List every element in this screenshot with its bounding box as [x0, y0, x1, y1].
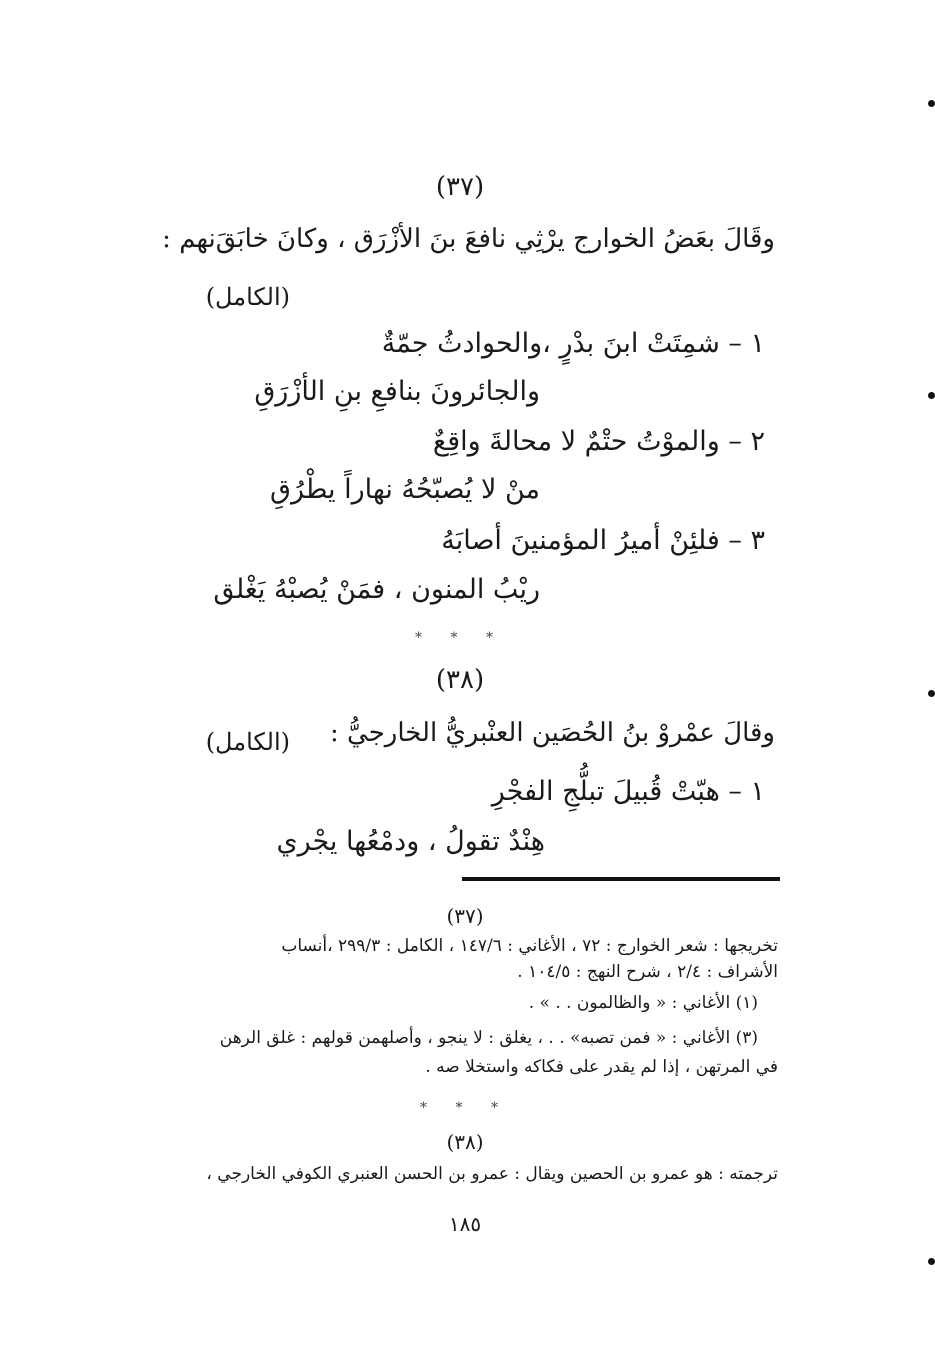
verse-2-first: ٢ – والموْتُ حتْمٌ لا محالةَ واقِعٌ: [432, 426, 765, 457]
footnote-37-number: (٣٧): [446, 904, 484, 928]
edge-mark: [928, 1258, 935, 1265]
poem-37-number: (٣٧): [435, 172, 485, 202]
section-separator: * * *: [415, 630, 505, 646]
footnote-divider: [462, 877, 780, 881]
verse-38-1-first: ١ – هبّتْ قُبيلَ تبلُّجِ الفجْرِ: [491, 776, 765, 807]
footnote-37-note3-cont: في المرتهن ، إذا لم يقدر على فكاكه واستخلا صه .: [425, 1057, 778, 1077]
verse-3-second: ريْبُ المنون ، فمَنْ يُصبْهُ يَغْلق: [213, 574, 540, 605]
verse-3-first: ٣ – فلئِنْ أميرُ المؤمنينَ أصابَهُ: [441, 525, 765, 556]
page-number: ١٨٥: [448, 1212, 482, 1236]
verse-2-second: منْ لا يُصبّحُهُ نهاراً يطْرُقِ: [270, 474, 540, 505]
poem-37-intro: وقَالَ بعَضُ الخوارج يرْثِي نافعَ بنَ الأزْرَق ، وكانَ خابَقَ‌نهم :: [162, 224, 775, 254]
edge-mark: [928, 392, 935, 399]
poem-38-number: (٣٨): [435, 665, 485, 695]
footnote-38-line1: ترجمته : هو عمرو بن الحصين ويقال : عمرو بن الحسن العنبري الكوفي الخارجي ،: [206, 1164, 778, 1184]
footnote-separator: * * *: [420, 1100, 510, 1116]
footnote-37-line2: الأشراف : ٢/٤ ، شرح النهج : ١٠٤/٥ .: [517, 962, 778, 982]
edge-mark: [928, 100, 935, 107]
footnote-37-line1: تخريجها : شعر الخوارج : ٧٢ ، الأغاني : ١٤٧/٦ ، الكامل : ٢٩٩/٣ ،أنساب: [281, 936, 778, 956]
edge-mark: [928, 690, 935, 697]
footnote-38-number: (٣٨): [446, 1130, 484, 1154]
verse-38-1-second: هِنْدٌ تقولُ ، ودمْعُها يجْري: [276, 826, 545, 857]
footnote-37-note3: (٣) الأغاني : « فمن تصبه» . . ، يغلق : لا ينجو ، وأصلهمن قولهم : غلق الرهن: [219, 1028, 758, 1048]
poem-38-intro: وقالَ عمْروْ بنُ الحُصَين العنْبريُّ الخارجيُّ :: [330, 718, 775, 748]
verse-1-first: ١ – شمِتَتْ ابنَ بدْرٍ ،والحوادثُ جمّةٌ: [381, 328, 765, 359]
poem-37-meter: (الكامل): [205, 283, 290, 311]
verse-1-second: والجائرونَ بنافعِ بنِ الأزْرَقِ: [254, 376, 540, 407]
footnote-37-note1: (١) الأغاني : « والظالمون . . » .: [528, 993, 758, 1013]
poem-38-meter: (الكامل): [205, 728, 290, 756]
